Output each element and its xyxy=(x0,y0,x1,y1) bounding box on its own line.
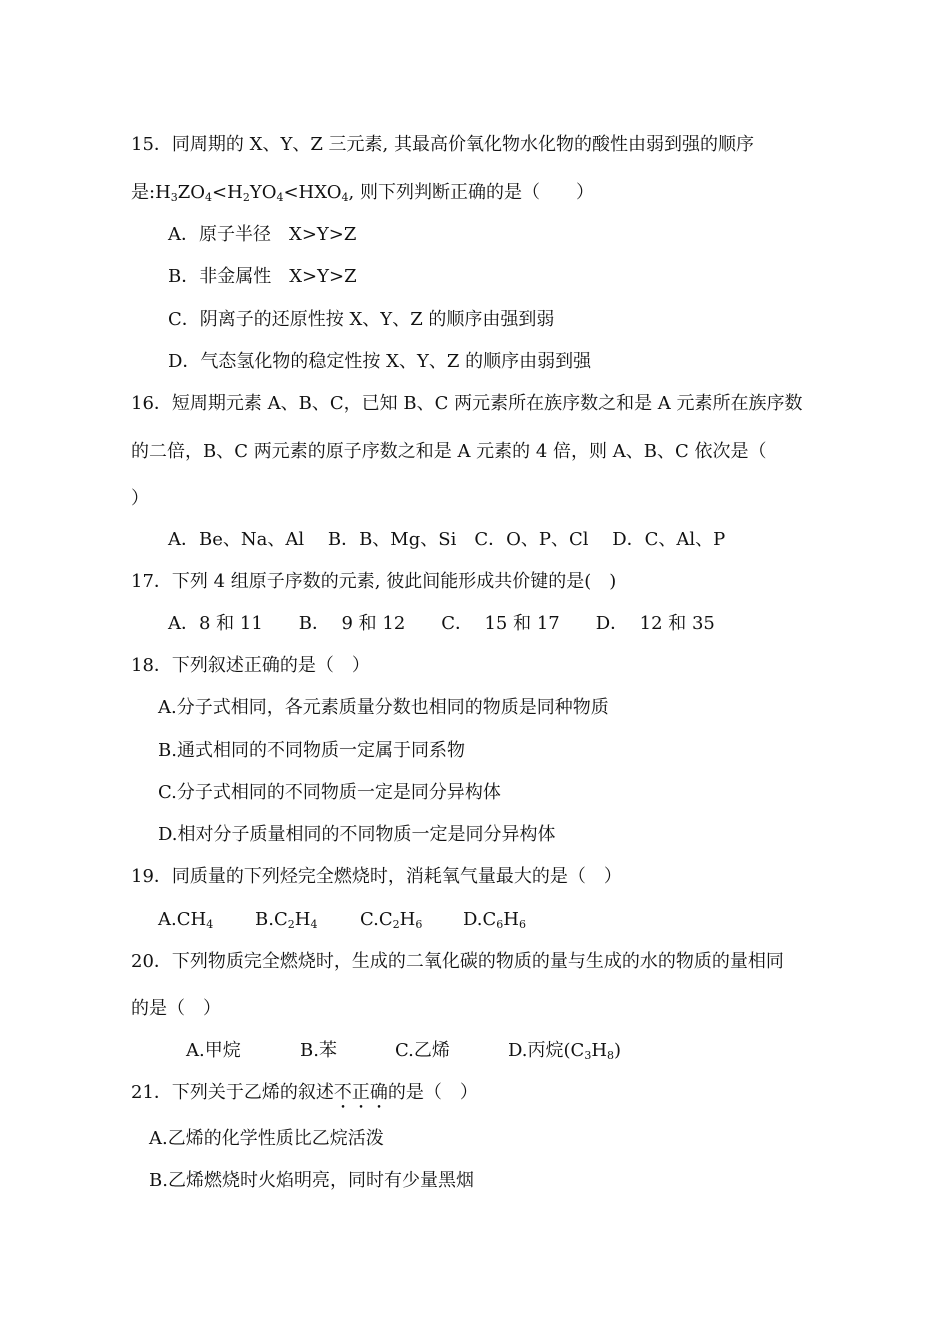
q15-stem-line2: 是$:H_3ZO_4<H_2YO_4<HXO_4$, 则下列判断正确的是（ ） xyxy=(131,182,594,204)
q21-option-b: B.乙烯燃烧时火焰明亮，同时有少量黑烟 xyxy=(149,1170,474,1191)
q20-option-d: D.丙烷$(C_3H_8)$ xyxy=(508,1040,622,1062)
q18-option-c: C.分子式相同的不同物质一定是同分异构体 xyxy=(158,782,501,803)
q15-stem-line1: 15．同周期的 X、Y、Z 三元素, 其最高价氧化物水化物的酸性由弱到强的顺序 xyxy=(131,134,754,155)
q18-option-b: B.通式相同的不同物质一定属于同系物 xyxy=(158,740,465,761)
q19-option-d: $D.C_6H_6$ xyxy=(463,909,526,931)
q18-option-a: A.分子式相同，各元素质量分数也相同的物质是同种物质 xyxy=(158,697,609,718)
q20-option-a: A.甲烷 xyxy=(186,1040,241,1061)
q16-stem-line2: 的二倍，B、C 两元素的原子序数之和是 A 元素的 4 倍，则 A、B、C 依次是（ xyxy=(131,441,767,462)
q15-option-c: C．阴离子的还原性按 X、Y、Z 的顺序由强到弱 xyxy=(168,309,555,330)
q21-option-a: A.乙烯的化学性质比乙烷活泼 xyxy=(149,1128,384,1149)
q15-option-b: B．非金属性 X>Y>Z xyxy=(168,266,357,287)
q16-stem-line3: ） xyxy=(131,488,149,509)
q20-option-c: C.乙烯 xyxy=(395,1040,450,1061)
q16-options: A．Be、Na、Al B．B、Mg、Si C．O、P、Cl D．C、Al、P xyxy=(168,529,726,550)
q15-option-a: A．原子半径 X>Y>Z xyxy=(168,224,357,245)
q18-stem: 18．下列叙述正确的是（ ） xyxy=(131,655,370,676)
q17-stem: 17．下列 4 组原子序数的元素, 彼此间能形成共价键的是( ) xyxy=(131,571,617,592)
q21-stem: 21．下列关于乙烯的叙述不正确的是（ ） xyxy=(131,1082,478,1103)
q15-option-d: D．气态氢化物的稳定性按 X、Y、Z 的顺序由弱到强 xyxy=(168,351,592,372)
q17-options: A．8 和 11 B． 9 和 12 C． 15 和 17 D． 12 和 35 xyxy=(168,613,715,634)
q19-stem: 19．同质量的下列烃完全燃烧时，消耗氧气量最大的是（ ） xyxy=(131,866,622,887)
q19-option-a: $A.CH_4$ xyxy=(158,909,214,931)
q20-option-b: B.苯 xyxy=(300,1040,337,1061)
q19-option-b: $B.C_2H_4$ xyxy=(255,909,318,931)
q20-stem-line2: 的是（ ） xyxy=(131,998,221,1019)
emphasized-not-correct: 不正确 xyxy=(333,1082,388,1103)
q20-stem-line1: 20．下列物质完全燃烧时，生成的二氧化碳的物质的量与生成的水的物质的量相同 xyxy=(131,951,784,972)
q18-option-d: D.相对分子质量相同的不同物质一定是同分异构体 xyxy=(158,824,556,845)
q16-stem-line1: 16．短周期元素 A、B、C，已知 B、C 两元素所在族序数之和是 A 元素所在族序数 xyxy=(131,393,803,414)
q19-option-c: $C.C_2H_6$ xyxy=(360,909,423,931)
